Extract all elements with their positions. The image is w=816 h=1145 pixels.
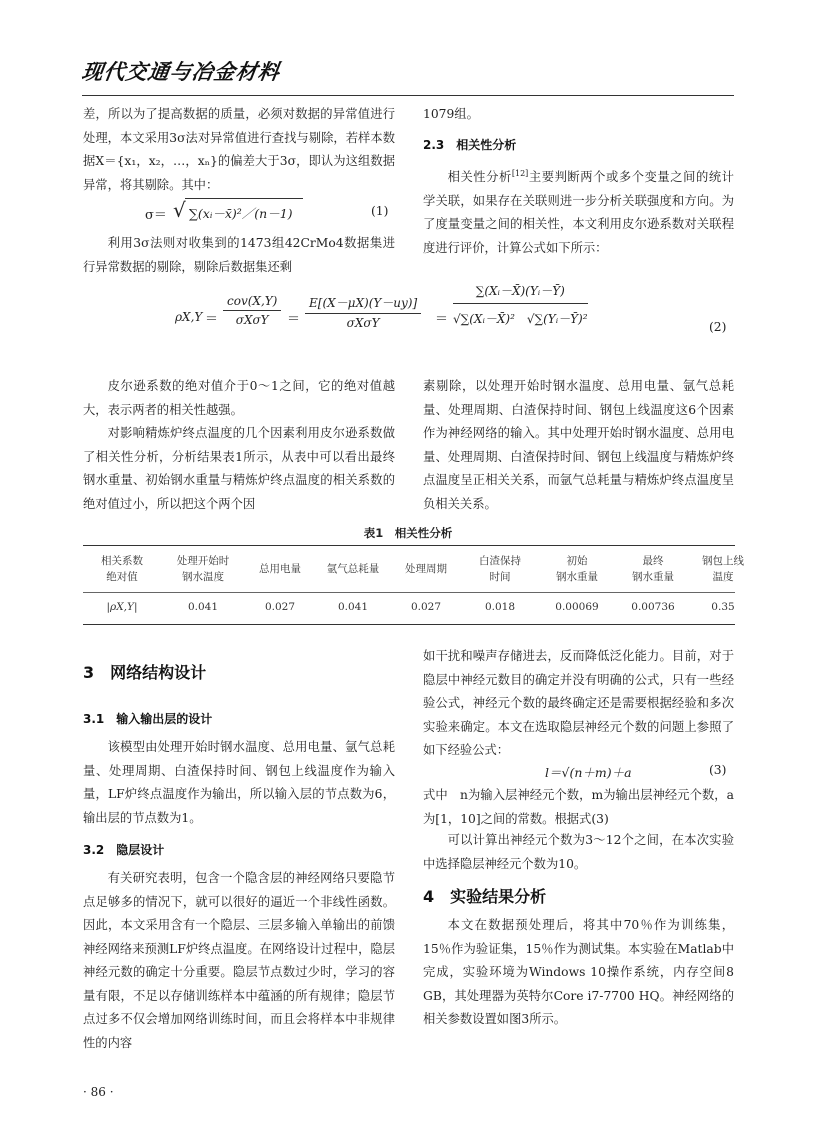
eq2-fraction-2 [305,294,421,330]
table-header-row [83,552,744,588]
right-paragraph-2-body: 主要判断两个或多个变量之间的统计学关联，如果存在关联则进一步分析关联强度和方向。为了度量变量之间的相关性，本文利用皮尔逊系数对关联程度进行评价，计算公式如下所示： [423,170,734,255]
right-paragraph-7: 本文在数据预处理后，将其中70％作为训练集，15％作为验证集，15％作为测试集。本实验在Matlab中完成，实验环境为Windows 10操作系统，内存空间8 GB，其处理器为英特尔Core i7-7700 HQ。神经网络的相关参数设置如图3所示。 [423,918,734,1026]
equation-1 [83,196,395,232]
eq1-number: (1) [371,204,389,218]
left-paragraph-4: 对影响精炼炉终点温度的几个因素利用皮尔逊系数做了相关性分析，分析结果表1所示，从表中可以看出最终钢水重量、初始钢水重量与精炼炉终点温度的相关系数的绝对值过小，所以把这个两个因 [83,426,395,511]
eq2-f3-numerator: ∑(Xᵢ－X̄)(Yᵢ－Ȳ) [453,282,588,304]
header-rule [82,95,734,96]
table-header-line: 钢包上线 [702,555,744,567]
section-3-title: 3 网络结构设计 [83,663,207,682]
right-paragraph-1: 1079组。 [423,107,479,121]
journal-logo: 现代交通与冶金材料 [80,59,282,84]
table-cell: 0.041 [337,601,369,613]
table-header-cell [83,553,161,585]
eq2-equals-3: ＝ [435,312,449,327]
table-header-line: 初始 [566,555,588,567]
table-cell: 0.027 [264,601,296,613]
table-header-line: 氩气总耗量 [326,563,380,575]
eq2-f1-denominator: σXσY [235,313,269,327]
table-header-cell [691,553,755,585]
section-4-title: 4 实验结果分析 [423,887,547,906]
table-row [83,599,735,619]
table-header-cell [615,553,691,585]
paragraph-3-1: 该模型由处理开始时钢水温度、总用电量、氩气总耗量、处理周期、白渣保持时间、钢包上线温度作为输入量，LF炉终点温度作为输出，所以输入层的节点数为6，输出层的节点数为1。 [83,740,395,825]
table-title: 表1 相关性分析 [363,526,453,540]
table-cell: 0.018 [484,601,516,613]
eq3-body: l＝√(n＋m)＋a [545,765,632,780]
eq2-fraction-1 [223,294,281,327]
eq2-f3-den-b: √∑(Yᵢ－Ȳ)² [526,312,588,326]
subheading-3-2: 3.2 隐层设计 [83,843,165,857]
table-header-line: 钢水重量 [632,571,674,583]
table-mid-rule [83,592,735,593]
table-header-cell [315,561,391,577]
eq3-number: (3) [709,763,727,777]
citation-12[interactable]: [12] [511,169,529,178]
paragraph-3-2: 有关研究表明，包含一个隐含层的神经网络只要隐节点足够多的情况下，就可以很好的逼近一个非线性函数。因此，本文采用含有一个隐层、三层多输入单输出的前馈神经网络来预测LF炉终点温度。在网络设计过程中，隐层神经元数的确定十分重要。隐层节点数过少时，学习的容量有限，不足以存储训练样本中蕴涵的所有规律；隐层节点过多不仅会增加网络训练时间，而且会将样本中非规律性的内容 [83,871,395,1050]
eq2-lhs: ρX,Y [175,310,203,324]
table-cell: 0.35 [711,601,735,613]
eq2-f2-numerator: E[(X－μX)(Y－uy)] [305,294,421,314]
page-number: · 86 · [83,1085,114,1099]
left-paragraph-3: 皮尔逊系数的绝对值介于0～1之间，它的绝对值越大，表示两者的相关性越强。 [83,379,395,417]
eq2-f2-denominator: σXσY [346,316,380,330]
subheading-2-3: 2.3 相关性分析 [423,138,517,152]
equation-2 [83,280,735,360]
right-paragraph-6: 可以计算出神经元个数为3～12个之间，在本次实验中选择隐层神经元个数为10。 [423,833,734,871]
right-paragraph-3: 素剔除，以处理开始时钢水温度、总用电量、氩气总耗量、处理周期、白渣保持时间、钢包上线温度这6个因素作为神经网络的输入。其中处理开始时钢水温度、总用电量、处理周期、白渣保持时间、钢包上线温度与精炼炉终点温度呈正相关关系，而氩气总耗量与精炼炉终点温度呈负相关关系。 [423,379,734,511]
eq1-radical-bar [185,198,303,199]
right-paragraph-5: 式中 n为输入层神经元个数，m为输出层神经元个数，a为[1，10]之间的常数。根据式(3) [423,788,734,826]
table-header-line: 最终 [642,555,664,567]
table-header-cell [391,561,461,577]
table-header-cell [245,561,315,577]
right-paragraph-4: 如干扰和噪声存储进去，反而降低泛化能力。目前，对于隐层中神经元数目的确定并没有明确的公式，只有一些经验公式，神经元个数的最终确定还是需要根据经验和多次实验来确定。本文在选取隐层神经元个数的问题上参照了如下经验公式： [423,649,734,757]
eq2-f3-den-a: √∑(Xᵢ－X̄)² [453,312,515,326]
right-paragraph-2-lead: 相关性分析 [447,170,512,185]
subheading-3-1: 3.1 输入输出层的设计 [83,712,213,726]
table-cell: 0.027 [410,601,442,613]
table-cell: 0.00736 [631,601,675,613]
table-row-label: |ρX,Y| [106,601,138,613]
eq2-number: (2) [709,320,727,334]
table-header-line: 绝对值 [106,571,138,583]
eq1-lhs: σ＝ [145,208,167,223]
left-paragraph-2: 利用3σ法则对收集到的1473组42CrMo4数据集进行异常数据的剔除，剔除后数据集还剩 [83,236,395,274]
table-cell: 0.041 [187,601,219,613]
table-header-line: 处理周期 [405,563,447,575]
table-header-line: 白渣保持 [479,555,521,567]
table-cell: 0.00069 [555,601,599,613]
table-bottom-rule [83,624,735,625]
table-header-line: 钢水重量 [556,571,598,583]
equation-3 [423,763,734,785]
eq1-radical: √ [173,198,186,222]
table-header-line: 时间 [489,571,511,583]
table-header-line: 温度 [712,571,734,583]
table-header-line: 相关系数 [101,555,143,567]
eq2-equals-2: ＝ [287,312,301,327]
right-paragraph-2 [423,162,734,260]
eq1-body: ∑(xᵢ－x̄)²／(n－1) [189,206,293,221]
table-header-line: 钢水温度 [182,571,224,583]
table-top-rule [83,545,735,546]
table-header-cell [461,553,539,585]
left-paragraph-1: 差，所以为了提高数据的质量，必须对数据的异常值进行处理，本文采用3σ法对异常值进行查找与剔除，若样本数据X＝{x₁，x₂，…，xₙ}的偏差大于3σ，即认为这组数据异常，将其剔除。其中： [83,107,395,192]
table-header-line: 处理开始时 [176,555,230,567]
eq2-f3-denominator [453,304,588,327]
eq2-fraction-3 [453,282,588,327]
table-header-cell [539,553,615,585]
eq2-f1-numerator: cov(X,Y) [223,294,281,311]
eq2-equals-1: ＝ [205,312,219,327]
table-header-cell [161,553,245,585]
table-header-line: 总用电量 [259,563,301,575]
